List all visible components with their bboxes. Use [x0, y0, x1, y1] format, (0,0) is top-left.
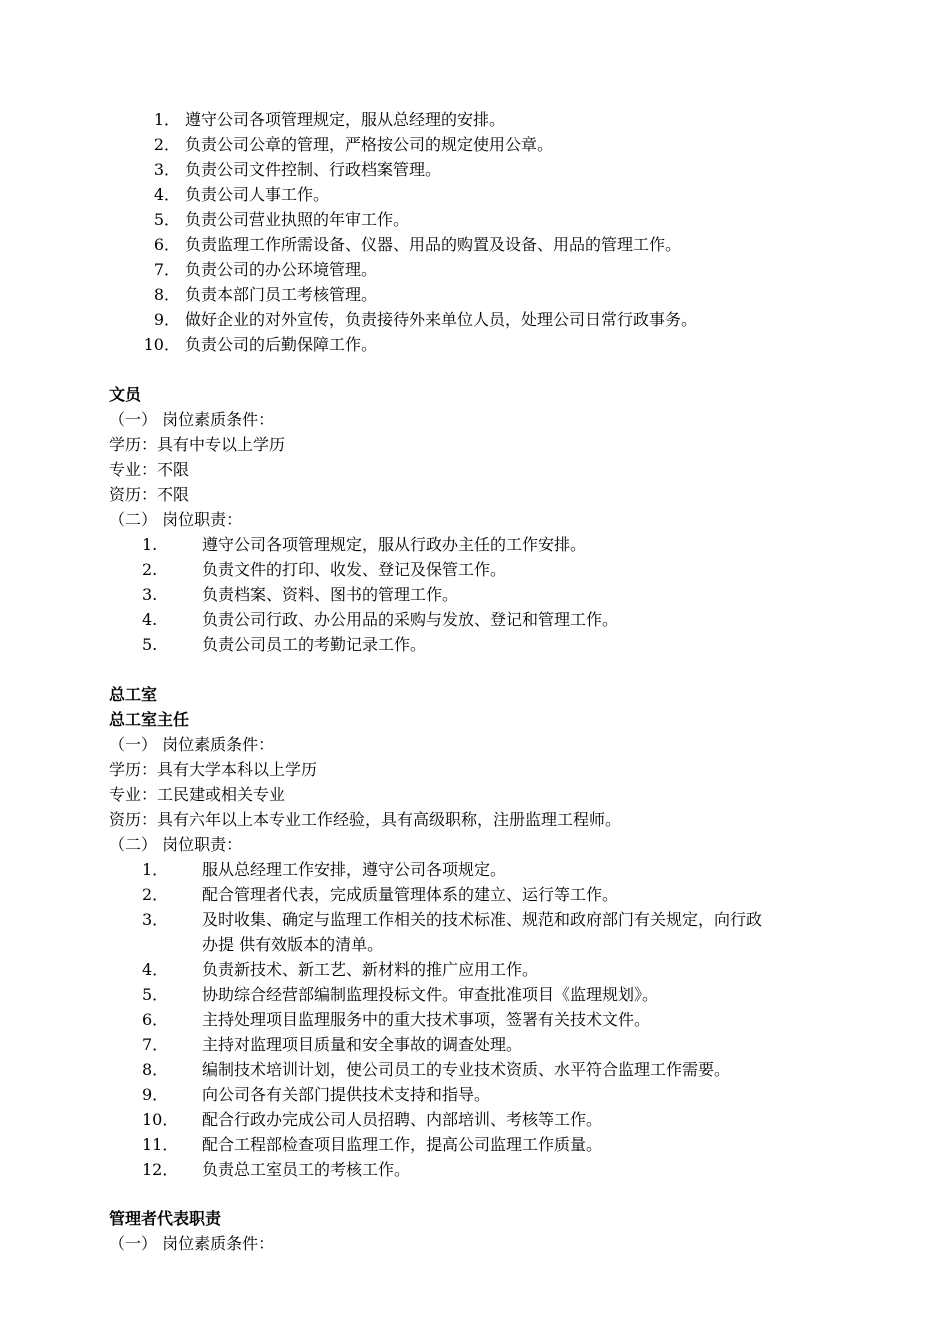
- list-item-number: 4.: [142, 610, 158, 629]
- list-item-text: 负责总工室员工的考核工作。: [202, 1160, 411, 1179]
- list-item-continuation: 办提 供有效版本的清单。: [202, 935, 384, 954]
- clerk-experience: 资历：不限: [109, 485, 190, 504]
- chief-education: 学历：具有大学本科以上学历: [109, 760, 318, 779]
- list-item-text: 负责公司的后勤保障工作。: [185, 335, 378, 354]
- list-item-text: 遵守公司各项管理规定，服从行政办主任的工作安排。: [202, 535, 587, 554]
- list-item-number: 10．: [142, 1110, 179, 1129]
- chief-title: 总工室主任: [109, 710, 190, 729]
- list-item-text: 负责公司人事工作。: [185, 185, 330, 204]
- list-item-number: 8．: [153, 285, 180, 304]
- list-item-text: 负责公司的办公环境管理。: [185, 260, 378, 279]
- list-item-text: 配合行政办完成公司人员招聘、内部培训、考核等工作。: [202, 1110, 603, 1129]
- list-item-text: 及时收集、确定与监理工作相关的技术标准、规范和政府部门有关规定，向行政: [202, 910, 763, 929]
- list-item-text: 向公司各有关部门提供技术支持和指导。: [202, 1085, 491, 1104]
- list-item-text: 负责公司行政、办公用品的采购与发放、登记和管理工作。: [202, 610, 619, 629]
- list-item-number: 5.: [142, 635, 158, 654]
- list-item-number: 3．: [142, 910, 169, 929]
- clerk-education: 学历：具有中专以上学历: [109, 435, 286, 454]
- chief-duty-heading: （二） 岗位职责：: [109, 835, 243, 854]
- list-item-number: 1.: [142, 535, 158, 554]
- clerk-major: 专业：不限: [109, 460, 190, 479]
- list-item-text: 配合工程部检查项目监理工作，提高公司监理工作质量。: [202, 1135, 603, 1154]
- chief-major: 专业：工民建或相关专业: [109, 785, 286, 804]
- list-item-text: 负责公司公章的管理，严格按公司的规定使用公章。: [185, 135, 554, 154]
- rep-title: 管理者代表职责: [109, 1209, 222, 1228]
- rep-req-heading: （一） 岗位素质条件：: [109, 1234, 275, 1253]
- list-item-text: 负责公司文件控制、行政档案管理。: [185, 160, 442, 179]
- list-item-number: 5．: [153, 210, 180, 229]
- list-item-number: 3.: [142, 585, 158, 604]
- list-item-number: 10．: [143, 335, 180, 354]
- list-item-text: 负责文件的打印、收发、登记及保管工作。: [202, 560, 507, 579]
- list-item-number: 9．: [153, 310, 180, 329]
- list-item-text: 配合管理者代表，完成质量管理体系的建立、运行等工作。: [202, 885, 619, 904]
- list-item-number: 4．: [153, 185, 180, 204]
- list-item-text: 负责公司员工的考勤记录工作。: [202, 635, 427, 654]
- clerk-duty-heading: （二） 岗位职责：: [109, 510, 243, 529]
- list-item-number: 2．: [142, 885, 169, 904]
- list-item-text: 遵守公司各项管理规定，服从总经理的安排。: [185, 110, 506, 129]
- list-item-text: 主持对监理项目质量和安全事故的调查处理。: [202, 1035, 523, 1054]
- list-item-number: 8．: [142, 1060, 169, 1079]
- list-item-number: 6．: [142, 1010, 169, 1029]
- chief-req-heading: （一） 岗位素质条件：: [109, 735, 275, 754]
- list-item-number: 1．: [153, 110, 180, 129]
- chief-experience: 资历：具有六年以上本专业工作经验，具有高级职称，注册监理工程师。: [109, 810, 622, 829]
- list-item-number: 7．: [153, 260, 180, 279]
- list-item-text: 负责公司营业执照的年审工作。: [185, 210, 410, 229]
- chief-section-title: 总工室: [109, 685, 158, 704]
- list-item-number: 2.: [142, 560, 158, 579]
- list-item-number: 11．: [142, 1135, 179, 1154]
- list-item-number: 4．: [142, 960, 169, 979]
- list-item-number: 3．: [153, 160, 180, 179]
- list-item-number: 2．: [153, 135, 180, 154]
- list-item-text: 服从总经理工作安排，遵守公司各项规定。: [202, 860, 507, 879]
- list-item-text: 负责新技术、新工艺、新材料的推广应用工作。: [202, 960, 539, 979]
- list-item-number: 7．: [142, 1035, 169, 1054]
- clerk-req-heading: （一） 岗位素质条件：: [109, 410, 275, 429]
- list-item-number: 5．: [142, 985, 169, 1004]
- list-item-number: 9．: [142, 1085, 169, 1104]
- list-item-number: 6．: [153, 235, 180, 254]
- list-item-text: 负责监理工作所需设备、仪器、用品的购置及设备、用品的管理工作。: [185, 235, 682, 254]
- list-item-text: 协助综合经营部编制监理投标文件。审查批准项目《监理规划》。: [202, 985, 659, 1004]
- list-item-text: 负责档案、资料、图书的管理工作。: [202, 585, 459, 604]
- clerk-title: 文员: [109, 385, 142, 404]
- list-item-text: 主持处理项目监理服务中的重大技术事项，签署有关技术文件。: [202, 1010, 651, 1029]
- list-item-text: 编制技术培训计划，使公司员工的专业技术资质、水平符合监理工作需要。: [202, 1060, 731, 1079]
- list-item-number: 12．: [142, 1160, 179, 1179]
- list-item-number: 1．: [142, 860, 169, 879]
- list-item-text: 负责本部门员工考核管理。: [185, 285, 378, 304]
- list-item-text: 做好企业的对外宣传，负责接待外来单位人员，处理公司日常行政事务。: [185, 310, 698, 329]
